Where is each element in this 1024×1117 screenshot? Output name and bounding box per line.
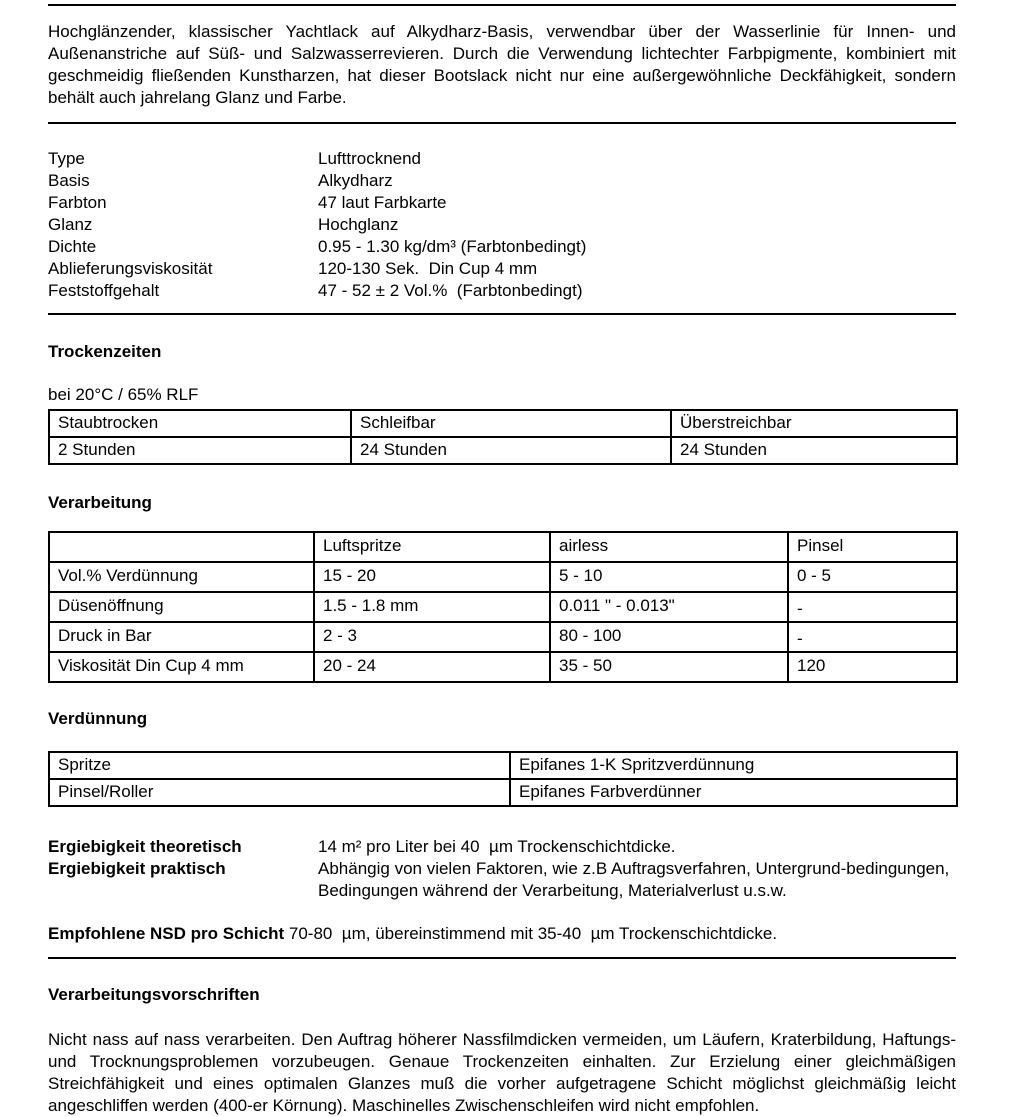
table-header-cell: airless [550, 532, 788, 562]
table-header-cell: Überstreichbar [671, 410, 957, 437]
spec-label: Ablieferungsviskosität [48, 259, 213, 278]
table-cell: 1.5 - 1.8 mm [314, 592, 550, 622]
table-cell: Druck in Bar [49, 622, 314, 652]
table-cell: - [788, 622, 957, 652]
table-header-cell [49, 532, 314, 562]
table-cell: 80 - 100 [550, 622, 788, 652]
table-cell: Vol.% Verdünnung [49, 562, 314, 592]
spec-row-farbton [48, 192, 956, 214]
coverage-row-theoretical [48, 836, 956, 858]
coverage-label: Ergiebigkeit praktisch [48, 859, 226, 878]
table-row [49, 652, 957, 682]
spec-row-dichte [48, 236, 956, 258]
coverage-value: 14 m² pro Liter bei 40 µm Trockenschichtdicke. [318, 837, 676, 856]
spec-label: Farbton [48, 193, 107, 212]
divider-before-instructions [48, 957, 956, 959]
table-header-cell: Pinsel [788, 532, 957, 562]
spec-list [48, 148, 956, 302]
table-cell: Epifanes Farbverdünner [510, 779, 957, 806]
recommended-nsd-label: Empfohlene NSD pro Schicht [48, 924, 285, 943]
spec-value: 120-130 Sek. Din Cup 4 mm [318, 259, 538, 278]
table-cell: 0.011 " - 0.013" [550, 592, 788, 622]
thinner-table [48, 751, 958, 807]
spec-label: Glanz [48, 215, 93, 234]
table-row [49, 779, 957, 806]
section-heading-verduennung: Verdünnung [48, 709, 148, 728]
coverage-block [48, 836, 956, 902]
table-cell: 5 - 10 [550, 562, 788, 592]
table-cell: Viskosität Din Cup 4 mm [49, 652, 314, 682]
spec-value: 0.95 - 1.30 kg/dm³ (Farbtonbedingt) [318, 237, 587, 256]
table-cell: 24 Stunden [671, 437, 957, 464]
coverage-label: Ergiebigkeit theoretisch [48, 837, 242, 856]
divider-after-intro [48, 122, 956, 124]
spec-row-viskositaet [48, 258, 956, 280]
section-heading-verarbeitung: Verarbeitung [48, 493, 152, 512]
table-cell: Spritze [49, 752, 510, 779]
spec-value: Hochglanz [318, 215, 399, 234]
spec-row-type [48, 148, 956, 170]
section-heading-trockenzeiten: Trockenzeiten [48, 342, 162, 361]
coverage-value: Abhängig von vielen Faktoren, wie z.B Auftragsverfahren, Untergrund-bedingungen, Bedingungen während der Verarbeitung, Materialverlust u.s.w. [318, 859, 955, 900]
table-cell: 0 - 5 [788, 562, 957, 592]
coverage-row-practical [48, 858, 956, 902]
spec-value: Alkydharz [318, 171, 393, 190]
table-row [49, 622, 957, 652]
table-cell: 20 - 24 [314, 652, 550, 682]
divider-top [48, 4, 956, 6]
datasheet-page [0, 4, 1024, 1115]
spec-label: Dichte [48, 237, 97, 256]
spec-value: Lufttrocknend [318, 149, 422, 168]
spec-label: Feststoffgehalt [48, 281, 160, 300]
table-header-cell: Staubtrocken [49, 410, 351, 437]
instructions-paragraph: Nicht nass auf nass verarbeiten. Den Auftrag höherer Nassfilmdicken vermeiden, um Läufern, Kraterbildung, Haftungs- und Trocknungsproblemen vorzubeugen. Genaue Trockenzeiten einhalten. Zur Erzielung einer gleichmäßigen Streichfähigkeit und eines optimalen Glanzes muß die vorher aufgetragene Schicht möglichst gleichmäßig leicht angeschliffen werden (400-er Körnung). Maschinelles Zwischenschleifen wird nicht empfohlen. [48, 1030, 956, 1115]
spec-value: 47 - 52 ± 2 Vol.% (Farbtonbedingt) [318, 281, 583, 300]
application-table [48, 531, 958, 683]
table-header-row [49, 532, 957, 562]
divider-after-specs [48, 313, 956, 315]
table-row [49, 592, 957, 622]
section-heading-verarbeitungsvorschriften: Verarbeitungsvorschriften [48, 985, 260, 1004]
table-header-cell: Schleifbar [351, 410, 671, 437]
drying-condition-note: bei 20°C / 65% RLF [48, 385, 199, 404]
drying-times-table [48, 409, 958, 465]
table-row [49, 752, 957, 779]
spec-row-feststoffgehalt [48, 280, 956, 302]
spec-value: 47 laut Farbkarte [318, 193, 447, 212]
table-row [49, 562, 957, 592]
table-cell: 35 - 50 [550, 652, 788, 682]
table-cell: 2 Stunden [49, 437, 351, 464]
table-cell: 15 - 20 [314, 562, 550, 592]
table-row [49, 437, 957, 464]
spec-row-glanz [48, 214, 956, 236]
table-cell: Düsenöffnung [49, 592, 314, 622]
spec-row-basis [48, 170, 956, 192]
datasheet-content [48, 4, 956, 1117]
recommended-nsd-value: 70-80 µm, übereinstimmend mit 35-40 µm Trockenschichtdicke. [288, 924, 778, 943]
spec-label: Basis [48, 171, 90, 190]
table-cell: Pinsel/Roller [49, 779, 510, 806]
intro-paragraph: Hochglänzender, klassischer Yachtlack auf Alkydharz-Basis, verwendbar über der Wasserlinie für Innen- und Außenanstriche auf Süß- und Salzwasserrevieren. Durch die Verwendung lichtechter Farbpigmente, kombiniert mit geschmeidig fließenden Kunstharzen, hat dieser Bootslack nicht nur eine außergewöhnliche Deckfähigkeit, sondern behält auch jahrelang Glanz und Farbe. [48, 22, 956, 107]
table-cell: 24 Stunden [351, 437, 671, 464]
table-cell: Epifanes 1-K Spritzverdünnung [510, 752, 957, 779]
table-header-cell: Luftspritze [314, 532, 550, 562]
recommended-nsd-line [48, 923, 956, 945]
table-header-row [49, 410, 957, 437]
table-cell: - [788, 592, 957, 622]
table-cell: 2 - 3 [314, 622, 550, 652]
table-cell: 120 [788, 652, 957, 682]
spec-label: Type [48, 149, 85, 168]
